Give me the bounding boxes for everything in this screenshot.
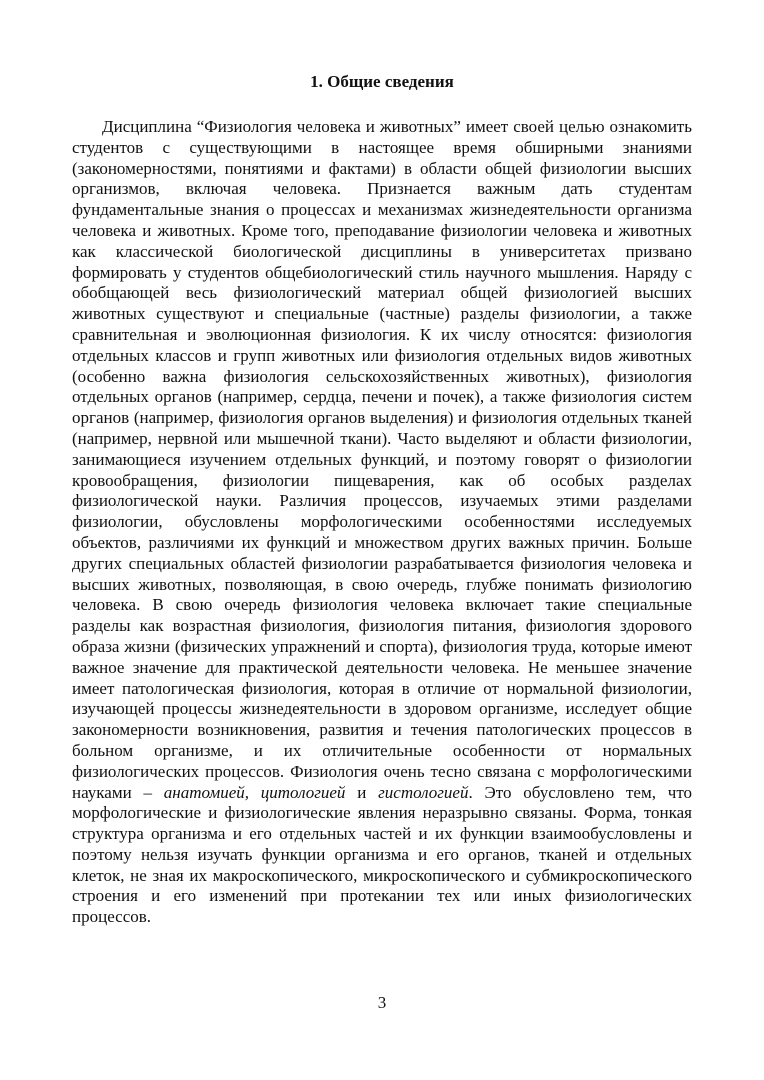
page-number: 3 [377,993,387,1012]
paragraph-closing-text: . Это обусловлено тем, что морфологические и физиологические явления неразрывно связаны. Форма, тонкая структура организма и его отдельных частей и их функции взаимообусловлены и поэтому нельзя изучать функции организма и его органов, тканей и отдельных клеток, не зная их макроскопического, микроскопического и субмикроскопического строения и его изменений при протекании тех или иных физиологических процессов. [72,782,693,927]
paragraph-main-text: Дисциплина “Физиология человека и животных” имеет своей целью ознакомить студентов с существующими в настоящее время обширными знаниями (закономерностями, понятиями и фактами) в области общей физиологии высших организмов, включая человека. Признается важным дать студентам фундаментальные знания о процессах и механизмах жизнедеятельности организма человека и животных. Кроме того, преподавание физиологии человека и животных как классической биологической дисциплины в университетах призвано формировать у студентов общебиологический стиль научного мышления. Наряду с обобщающей весь физиологический материал общей физиологией высших животных существуют и специальные (частные) разделы физиологии, а также сравнительная и эволюционная физиология. К их числу относятся: физиология отдельных классов и групп животных или физиология отдельных видов животных (особенно важна физиология сельскохозяйственных животных), физиология отдельных органов (например, сердца, печени и почек), а также физиология систем органов (например, физиология органов выделения) и физиология отдельных тканей (например, нервной или мышечной ткани). Часто выделяют и области физиологии, занимающиеся изучением отдельных функций, и поэтому говорят о физиологии кровообращения, физиологии пищеварения, как об особых разделах физиологической науки. Различия процессов, изучаемых этими разделами физиологии, обусловлены морфологическими особенностями исследуемых объектов, различиями их функций и множеством других важных причин. Больше других специальных областей физиологии разрабатывается физиология человека и высших животных, позволяющая, в свою очередь, глубже понимать физиологию человека. В свою очередь физиология человека включает такие специальные разделы как возрастная физиология, физиология питания, физиология здорового образа жизни (физических упражнений и спорта), физиология труда, которые имеют важное значение для практической деятельности человека. Не меньшее значение имеет патологическая физиология, которая в отличие от нормальной физиологии, изучающей процессы жизнедеятельности в здоровом организме, исследует общие закономерности возникновения, развития и течения патологических процессов в больном организме, и их отличительные особенности от нормальных физиологических процессов. Физиология очень тесно связана с морфологическими науками – [72,117,692,802]
paragraph-connector: и [357,782,367,802]
italic-term-histology: гистологией [378,782,469,802]
section-heading: 1. Общие сведения [310,72,454,91]
italic-term-anatomy-cytology: анатомией, цитологией [163,782,346,802]
body-paragraph [72,117,692,928]
